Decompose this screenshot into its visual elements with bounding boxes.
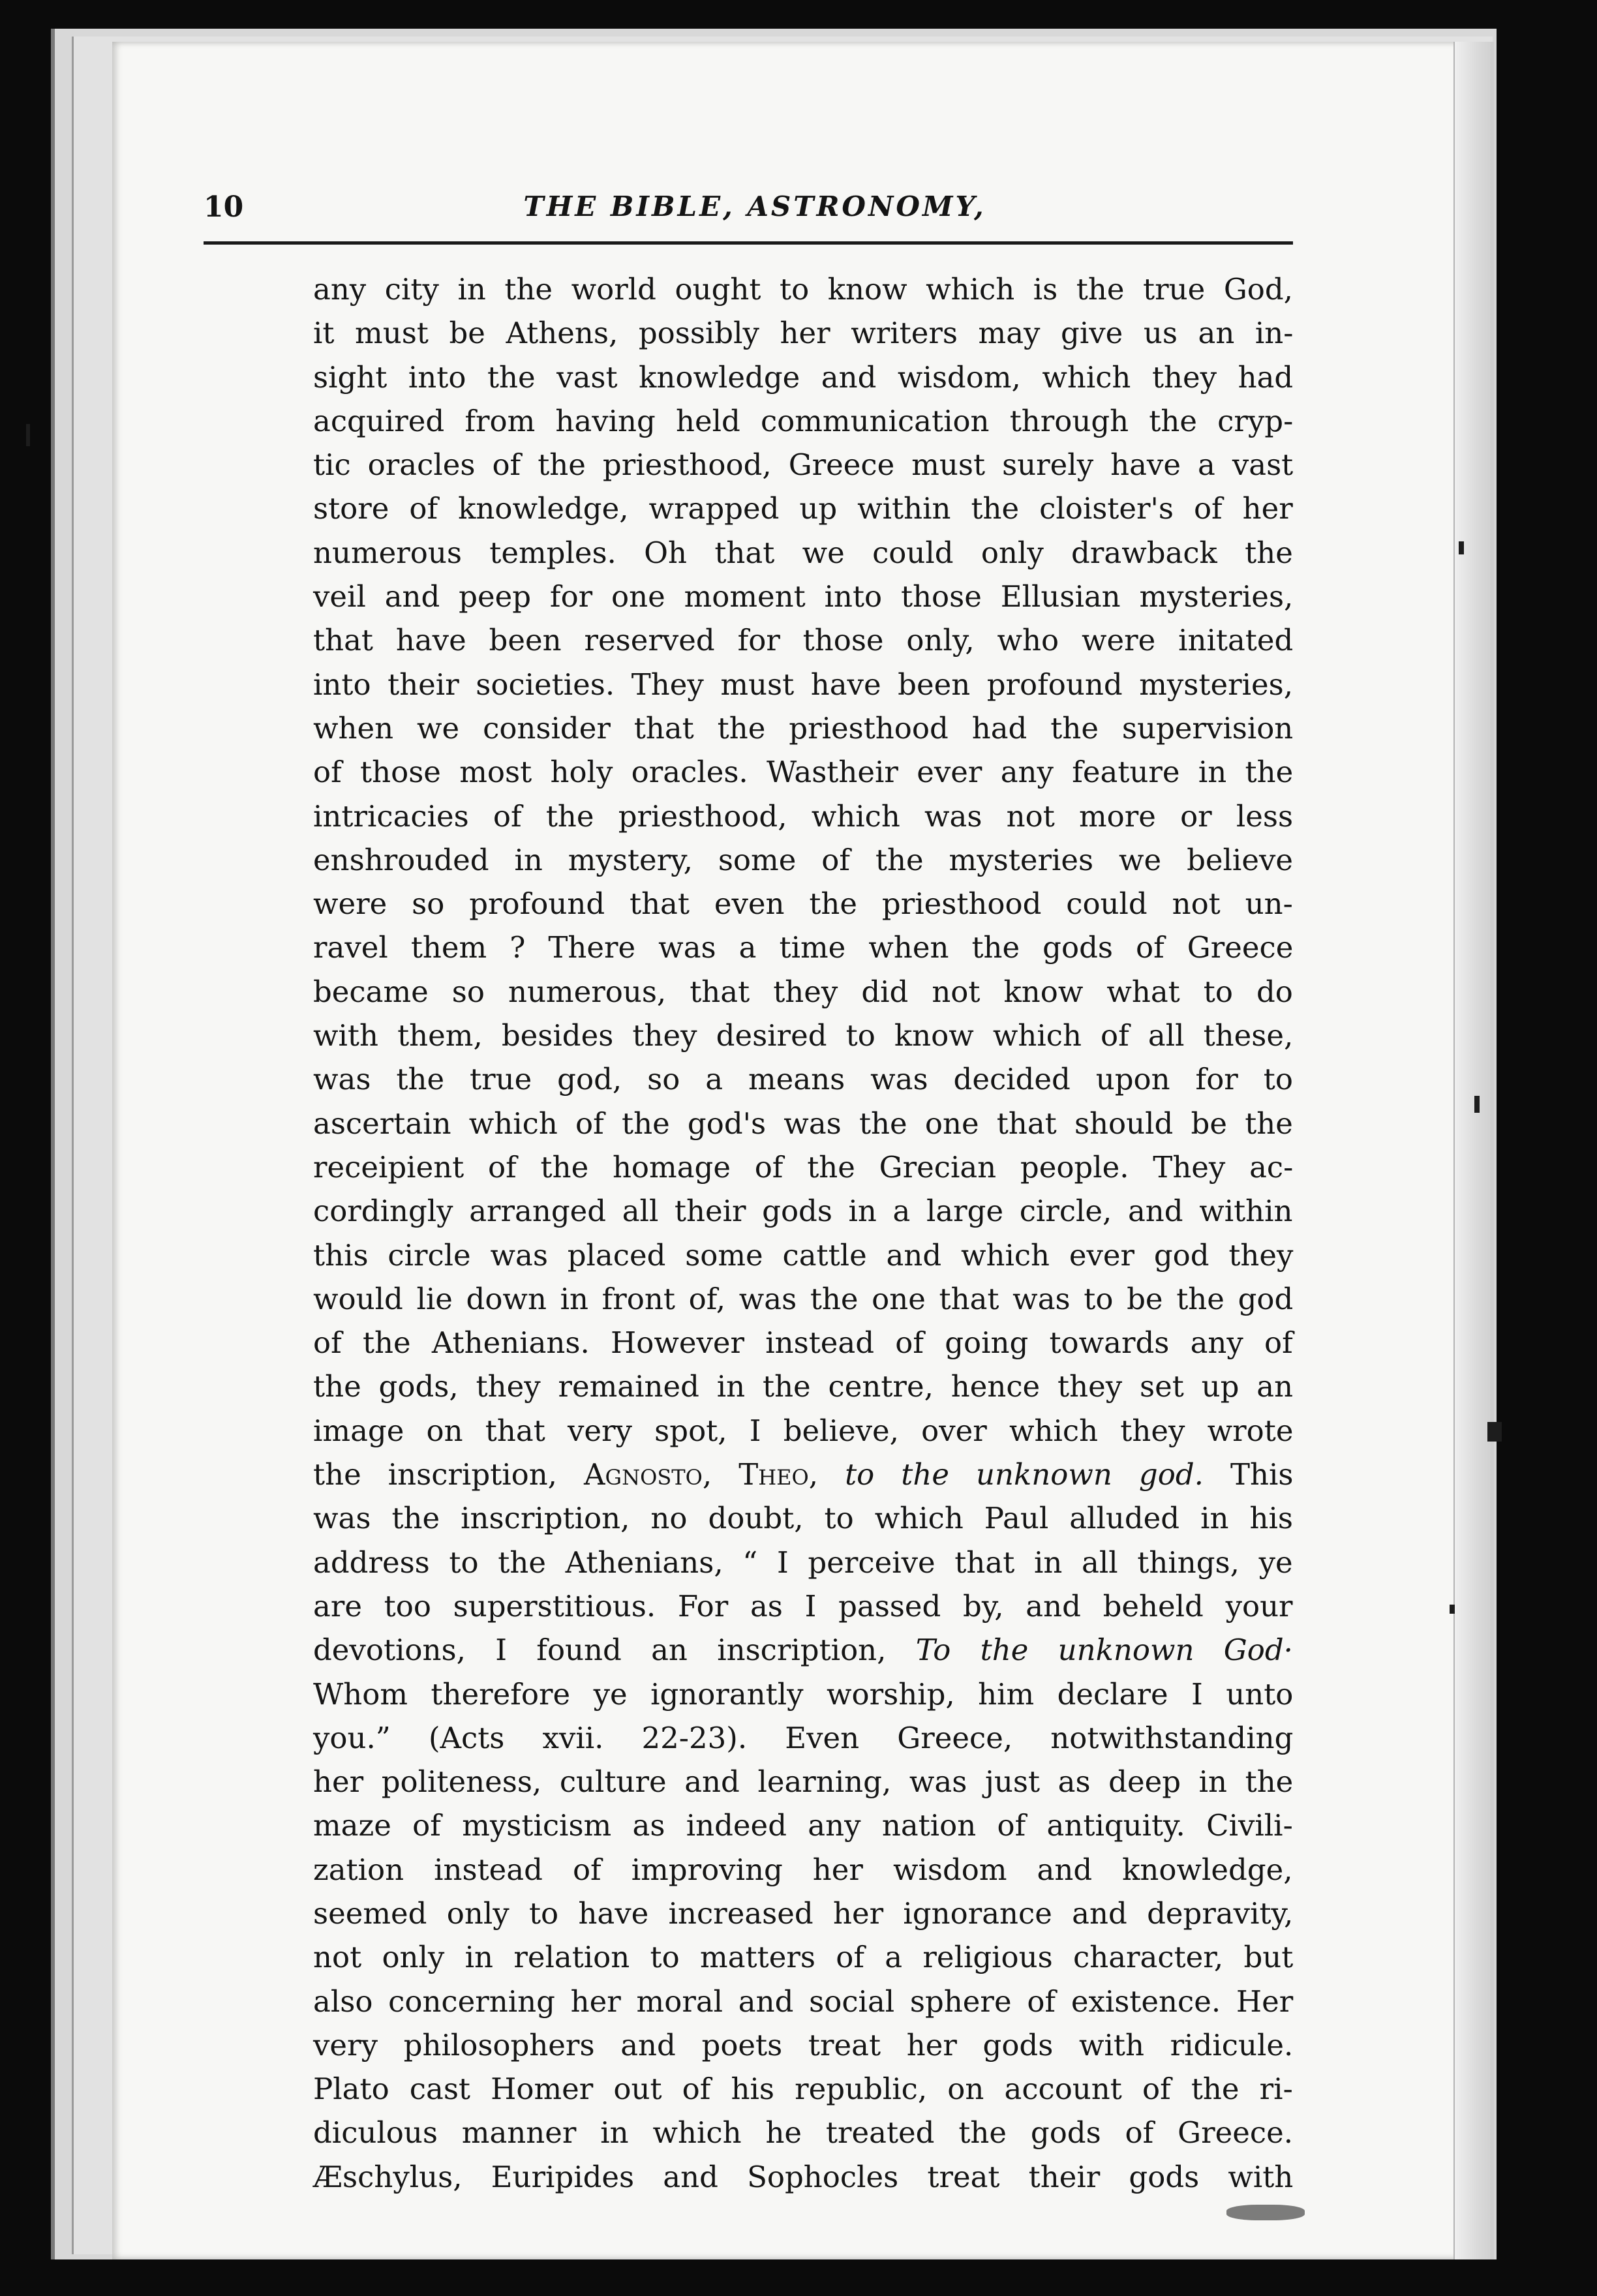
text-line: was the true god, so a means was decided upon for to	[313, 1062, 1293, 1097]
text-line: image on that very spot, I believe, over which they wrote	[313, 1413, 1294, 1448]
text-line: sight into the vast knowledge and wisdom, which they had	[313, 359, 1294, 395]
text-line: that have been reserved for those only, who were initated	[313, 623, 1294, 658]
text-line: acquired from having held communication through the cryp-	[313, 403, 1294, 438]
inscription-post: This	[1203, 1457, 1294, 1492]
inscription-line	[313, 1453, 1293, 1496]
inscription-mid: ,	[808, 1457, 845, 1492]
text-line: diculous manner in which he treated the gods of Greece.	[313, 2115, 1294, 2151]
inscription-agnosto: Agnosto	[584, 1457, 703, 1492]
page-binding-shadow	[1453, 42, 1494, 2259]
inscription-pre: the inscription,	[313, 1457, 585, 1492]
text-line: any city in the world ought to know which is the true God,	[313, 272, 1293, 307]
text-line: address to the Athenians, “ I perceive that in all things, ye	[313, 1545, 1293, 1580]
text-line: seemed only to have increased her ignorance and depravity,	[313, 1896, 1294, 1931]
text-line: her politeness, culture and learning, was just as deep in the	[313, 1764, 1294, 1800]
text-line: also concerning her moral and social sphere of existence. Her	[313, 1984, 1294, 2019]
inscription-theo: Theo	[738, 1457, 809, 1492]
margin-mark	[1474, 1096, 1480, 1113]
text-line: veil and peep for one moment into those Ellusian mysteries,	[313, 579, 1294, 614]
text-line: ascertain which of the god's was the one that should be the	[313, 1106, 1293, 1141]
text-line: Plato cast Homer out of his republic, on account of the ri-	[313, 2072, 1293, 2107]
text-line: were so profound that even the priesthood could not un-	[313, 886, 1293, 922]
page-number: 10	[204, 190, 244, 224]
text-line: cordingly arranged all their gods in a large circle, and within	[313, 1194, 1293, 1229]
text-line: Æschylus, Euripides and Sophocles treat their gods with	[313, 2159, 1294, 2194]
text-line: it must be Athens, possibly her writers may give us an in-	[313, 316, 1294, 351]
text-line: store of knowledge, wrapped up within the cloister's of her	[313, 491, 1293, 526]
inscription-sep: ,	[702, 1457, 739, 1492]
text-line: with them, besides they desired to know which of all these,	[313, 1018, 1294, 1053]
margin-mark	[26, 424, 30, 446]
text-line: tic oracles of the priesthood, Greece must surely have a vast	[313, 447, 1294, 483]
devotions-italic: To the unknown God·	[915, 1633, 1293, 1668]
text-line: Whom therefore ye ignorantly worship, him declare I unto	[313, 1676, 1294, 1712]
margin-mark	[1450, 1605, 1455, 1614]
text-line: numerous temples. Oh that we could only drawback the	[313, 535, 1293, 570]
text-line: are too superstitious. For as I passed by, and beheld your	[313, 1588, 1293, 1624]
header-rule	[204, 241, 1293, 245]
devotions-line	[313, 1628, 1293, 1672]
running-title: THE BIBLE, ASTRONOMY,	[523, 190, 986, 222]
text-line: you.” (Acts xvii. 22-23). Even Greece, notwithstanding	[313, 1720, 1294, 1755]
margin-mark	[1459, 541, 1464, 554]
devotions-pre: devotions, I found an inscription,	[313, 1633, 916, 1668]
running-head	[204, 190, 1306, 230]
text-line: very philosophers and poets treat her gods with ridicule.	[313, 2027, 1294, 2062]
inscription-italic: to the unknown god.	[845, 1457, 1204, 1492]
text-line: zation instead of improving her wisdom and knowledge,	[313, 1852, 1293, 1887]
text-line: ravel them ? There was a time when the gods of Greece	[313, 930, 1294, 965]
text-line: of the Athenians. However instead of going towards any of	[313, 1325, 1293, 1361]
margin-mark	[1487, 1422, 1502, 1442]
text-line: of those most holy oracles. Wastheir ever any feature in the	[313, 755, 1294, 790]
text-line: intricacies of the priesthood, which was not more or less	[313, 798, 1294, 834]
bottom-ink-smudge	[1226, 2205, 1305, 2220]
text-line: when we consider that the priesthood had the supervision	[313, 710, 1294, 746]
text-line: would lie down in front of, was the one that was to be the god	[313, 1281, 1294, 1316]
body-text	[313, 267, 1293, 2199]
text-line: enshrouded in mystery, some of the mysteries we believe	[313, 842, 1293, 877]
text-line: the gods, they remained in the centre, hence they set up an	[313, 1369, 1294, 1404]
text-line: into their societies. They must have been profound mysteries,	[313, 667, 1294, 702]
text-line: was the inscription, no doubt, to which Paul alluded in his	[313, 1501, 1293, 1536]
text-line: became so numerous, that they did not know what to do	[313, 974, 1293, 1009]
text-line: receipient of the homage of the Grecian people. They ac-	[313, 1149, 1294, 1185]
text-line: this circle was placed some cattle and which ever god they	[313, 1237, 1294, 1273]
text-line: not only in relation to matters of a religious character, but	[313, 1940, 1294, 1975]
text-line: maze of mysticism as indeed any nation of antiquity. Civili-	[313, 1808, 1293, 1843]
